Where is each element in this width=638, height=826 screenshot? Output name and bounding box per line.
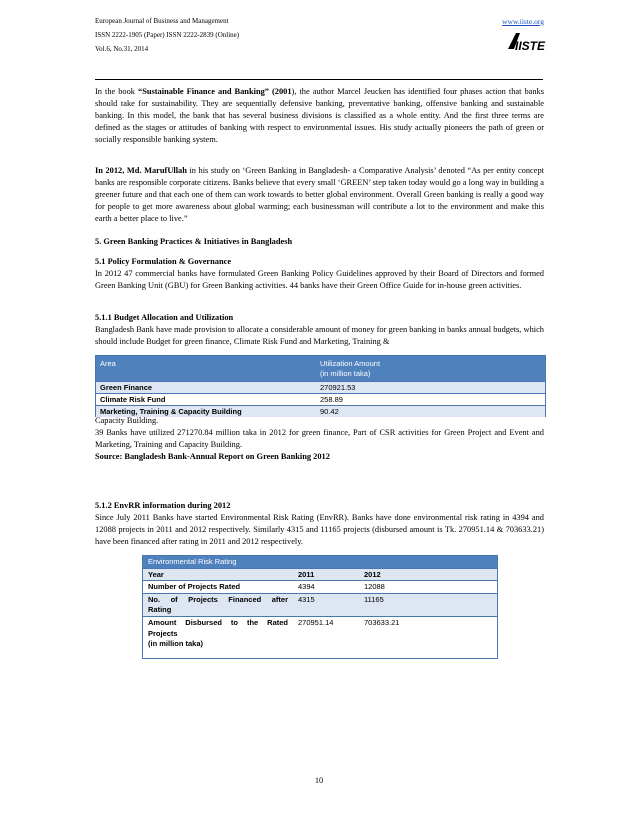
envrr-table <box>142 555 498 659</box>
iiste-logo <box>506 29 546 53</box>
intro-paragraph-1: In the book “Sustainable Finance and Banking” (2001), the author Marcel Jeucken has identified four phases action that banks should take for sustainability. They are sequentially defensive banking, preventative banking, offensive banking and sustainable banking. In this model, the bank that has several business divisions is classified as a whole entity. And the first three terms are defined as the stages or attitudes of banking with respect to environmental issues. His study actually pioneers the path of green or socially responsible banking system. <box>95 87 544 145</box>
header-rule <box>95 79 543 80</box>
journal-url-link[interactable]: www.iiste.org <box>502 17 544 26</box>
row-label: Amount Disbursed to the Rated <box>148 618 288 628</box>
svg-text:IISTE: IISTE <box>515 39 546 53</box>
table-title-row <box>143 556 497 568</box>
row-label: Year <box>148 570 164 579</box>
section-5-1-1-text: Bangladesh Bank have made provision to allocate a considerable amount of money for green banking in banks annual budgets, which should include Budget for green finance, Climate Risk Fund and Marketing, Training & <box>95 325 544 347</box>
issn-line: ISSN 2222-1905 (Paper) ISSN 2222-2839 (Online) <box>95 31 240 39</box>
section-5-1-1-utilization: 39 Banks have utilized 271270.84 million taka in 2012 for green finance, Part of CSR activities for Green Project and Event and Marketing, Training and Capacity Building. <box>95 428 544 450</box>
section-5-1-2-text: Since July 2011 Banks have started Environmental Risk Rating (EnvRR). Banks have done environmental risk rating in 4394 and 12088 projects in 2011 and 2012 respectively. Similarly 4315 and 11165 projects (disbursed amount is Tk. 270951.14 & 703633.21) have been financed after rating in 2011 and 2012 respectively. <box>95 513 544 547</box>
table-row <box>143 593 497 617</box>
row-label: No. of Projects Financed after <box>148 594 288 604</box>
header-amount: Utilization Amount <box>320 359 381 368</box>
table-row <box>143 616 497 658</box>
row-amount: 90.42 <box>320 406 339 416</box>
volume-line: Vol.6, No.31, 2014 <box>95 45 149 53</box>
row-label: Number of Projects Rated <box>148 582 241 592</box>
row-area: Marketing, Training & Capacity Building <box>100 406 242 416</box>
row-2011: 4394 <box>298 582 315 592</box>
row-area: Climate Risk Fund <box>100 394 166 404</box>
row-2011: 4315 <box>298 594 315 604</box>
section-5-1-2-heading: 5.1.2 EnvRR information during 2012 <box>95 501 231 510</box>
row-label-unit: (in million taka) <box>148 639 204 649</box>
row-area: Green Finance <box>100 383 153 392</box>
table-title: Environmental Risk Rating <box>148 557 237 566</box>
table-header <box>96 356 545 381</box>
section-5-1-1-heading: 5.1.1 Budget Allocation and Utilization <box>95 313 234 322</box>
section-5-1-text: In 2012 47 commercial banks have formulated Green Banking Policy Guidelines approved by their Board of Directors and formed Green Banking Unit (GBU) for Green Banking activities. 44 banks have their Green Office Guide for in-house green activities. <box>95 269 544 291</box>
row-2012: 12088 <box>364 582 385 592</box>
table-row <box>143 580 497 593</box>
table-row <box>143 568 497 581</box>
row-2011: 270951.14 <box>298 618 334 628</box>
table-row <box>96 381 545 394</box>
intro-paragraph-2: In 2012, Md. MarufUllah in his study on ‘Green Banking in Bangladesh- a Comparative Analysis’ denoted “As per entity concept banks are responsible corporate citizens. Banks believe that every small ‘GREEN’ step taken today would go a long way in building a greener future and that each one of them can work towards to better global environment. Overall Green banking is really a good way for people to get more awareness about global warming; each businessman will contribute a lot to the environment and make this earth a better place to live.” <box>95 166 544 224</box>
row-2012: 703633.21 <box>364 618 400 628</box>
section-5-1-1-text-continued: Capacity Building. <box>95 416 159 425</box>
utilization-table <box>95 355 546 417</box>
table-row <box>96 393 545 406</box>
row-amount: 270921.53 <box>320 383 356 392</box>
section-5-heading: 5. Green Banking Practices & Initiatives in Bangladesh <box>95 237 293 246</box>
row-2011: 2011 <box>298 570 315 579</box>
row-2012: 11165 <box>364 594 384 604</box>
row-label-cont: Projects <box>148 628 178 638</box>
header-area: Area <box>100 359 116 368</box>
page-number: 10 <box>314 776 324 785</box>
row-amount: 258.89 <box>320 394 343 404</box>
row-2012: 2012 <box>364 570 381 579</box>
source-note: Source: Bangladesh Bank-Annual Report on Green Banking 2012 <box>95 452 330 461</box>
section-5-1-heading: 5.1 Policy Formulation & Governance <box>95 257 232 266</box>
header-amount-unit: (in million taka) <box>320 369 371 378</box>
row-label-cont: Rating <box>148 605 172 615</box>
journal-name: European Journal of Business and Management <box>95 17 229 25</box>
